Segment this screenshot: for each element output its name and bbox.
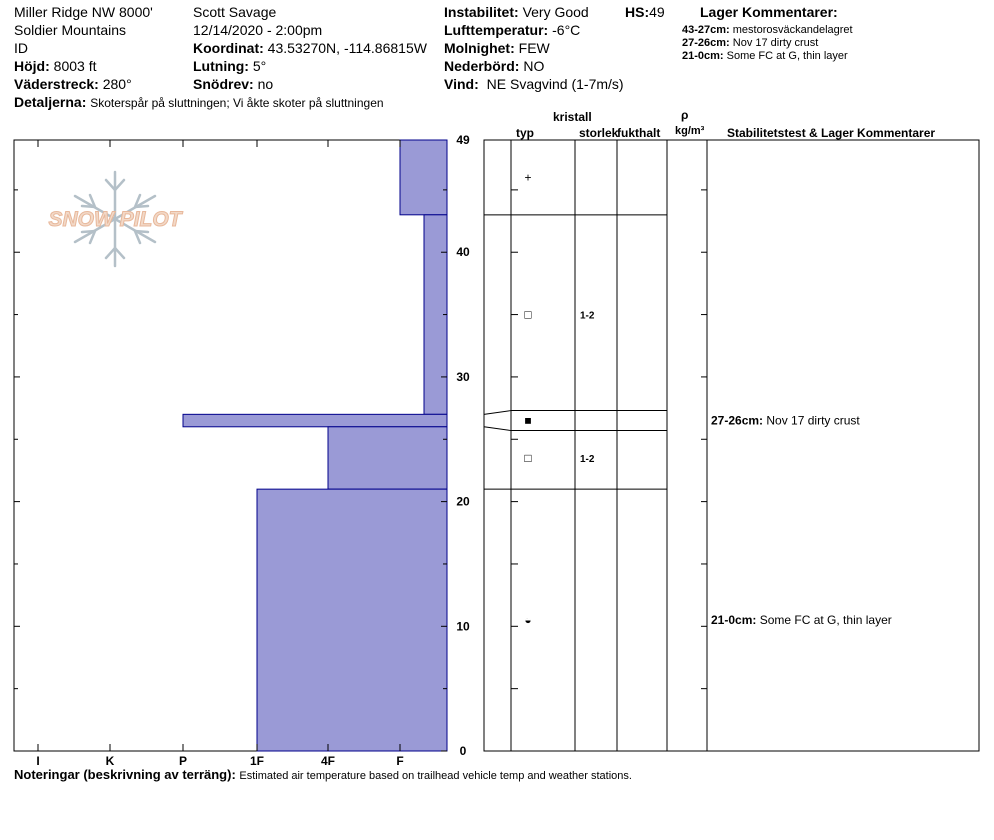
- range-name: Soldier Mountains: [14, 22, 127, 38]
- depth-tick-label: 20: [456, 494, 470, 509]
- stability-comment-text: Some FC at G, thin layer: [759, 613, 892, 628]
- depth-tick-label: 49: [456, 133, 470, 147]
- layer-comment-text: Some FC at G, thin layer: [726, 50, 848, 62]
- layer-table-frame: [484, 140, 979, 751]
- type-header: typ: [516, 126, 534, 140]
- layer-comment-range: 21-0cm:: [682, 50, 724, 62]
- layer-comment-text: Nov 17 dirty crust: [732, 37, 819, 49]
- airtemp-value: -6°C: [552, 22, 581, 38]
- hardness-tick-label: I: [36, 754, 40, 768]
- elevation-value: 8003 ft: [53, 58, 97, 74]
- sky-value: FEW: [518, 40, 550, 56]
- grain-type-symbol: ◒: [524, 613, 532, 628]
- location-name: Miller Ridge NW 8000': [14, 4, 153, 20]
- precip-value: NO: [523, 58, 545, 74]
- notes-text: Estimated air temperature based on trailhead vehicle temp and weather stations.: [239, 770, 632, 782]
- coordinate-label: Koordinat:: [193, 40, 264, 56]
- snowpilot-logo-text: SNOW PILOT: [48, 208, 182, 231]
- grain-size-label: 1-2: [580, 310, 595, 322]
- layer-connector: [484, 427, 511, 431]
- layer-table: [484, 140, 892, 627]
- stability-comment: [711, 613, 892, 627]
- instability-value: Very Good: [522, 4, 589, 20]
- stability-comment-range: 27-26cm:: [711, 413, 767, 428]
- depth-tick-label: 30: [456, 369, 470, 384]
- layer-comment-range: 43-27cm:: [682, 24, 730, 36]
- instability-label: Instabilitet:: [444, 4, 519, 20]
- observer-name: Scott Savage: [193, 4, 277, 20]
- hardness-tick-label: F: [396, 754, 404, 768]
- layer-connector: [484, 411, 511, 415]
- precip-label: Nederbörd:: [444, 58, 520, 74]
- grain-size-label: 1-2: [580, 453, 595, 465]
- snowpilot-logo: [49, 172, 184, 266]
- grain-type-symbol: □: [524, 450, 532, 465]
- depth-tick-label: 0: [459, 744, 467, 758]
- details-value: Skoterspår på sluttningen; Vi åkte skoter på sluttningen: [90, 96, 384, 110]
- size-header: storlek: [579, 126, 619, 140]
- hardness-bar: [400, 140, 447, 215]
- drift-value: no: [257, 76, 274, 92]
- notes-row: [14, 767, 632, 782]
- slope-value: 5°: [252, 58, 267, 74]
- rho-header: ρ: [681, 108, 689, 122]
- hardness-tick-label: 1F: [249, 754, 265, 768]
- hs-value: 49: [649, 4, 665, 20]
- details-label: Detaljerna:: [14, 94, 87, 110]
- crystal-header: kristall: [553, 110, 592, 124]
- wind-label: Vind:: [444, 76, 479, 92]
- elevation-label: Höjd:: [14, 58, 50, 74]
- layer-comment-range: 27-26cm:: [682, 37, 730, 49]
- airtemp-label: Lufttemperatur:: [444, 22, 549, 38]
- aspect-label: Väderstreck:: [14, 76, 99, 92]
- depth-tick-label: 10: [456, 619, 470, 634]
- state-name: ID: [14, 40, 28, 56]
- stability-comment-range: 21-0cm:: [711, 613, 760, 628]
- sky-label: Molnighet:: [444, 40, 515, 56]
- aspect-value: 280°: [102, 76, 132, 92]
- notes-label: Noteringar (beskrivning av terräng):: [14, 767, 236, 782]
- grain-type-symbol: ■: [524, 413, 532, 428]
- depth-tick-label: 40: [456, 245, 470, 260]
- hardness-tick-label: K: [105, 754, 115, 768]
- coordinate-value: 43.53270N, -114.86815W: [267, 40, 427, 56]
- hardness-tick-label: 4F: [320, 754, 336, 768]
- moisture-header: fukthalt: [617, 126, 661, 140]
- hardness-tick-label: P: [178, 754, 188, 768]
- stability-comment-text: Nov 17 dirty crust: [766, 413, 860, 428]
- hardness-bar: [183, 414, 447, 426]
- grain-type-symbol: +: [524, 170, 532, 185]
- hardness-bar: [257, 489, 447, 751]
- hs-label: HS:: [625, 4, 650, 20]
- hardness-bar: [328, 427, 447, 489]
- hardness-bars: [183, 140, 447, 751]
- observation-datetime: 12/14/2020 - 2:00pm: [193, 22, 323, 38]
- grain-type-symbol: □: [524, 307, 532, 322]
- layer-comment-text: mestorosväckandelagret: [732, 24, 853, 36]
- layer-comments-title: Lager Kommentarer:: [700, 4, 838, 20]
- drift-label: Snödrev:: [193, 76, 254, 92]
- wind-value: NE Svagvind (1-7m/s): [486, 76, 624, 92]
- stability-comment: [711, 414, 860, 428]
- stability-header: Stabilitetstest & Lager Kommentarer: [727, 126, 936, 140]
- slope-label: Lutning:: [193, 58, 249, 74]
- density-unit-header: kg/m³: [675, 125, 705, 137]
